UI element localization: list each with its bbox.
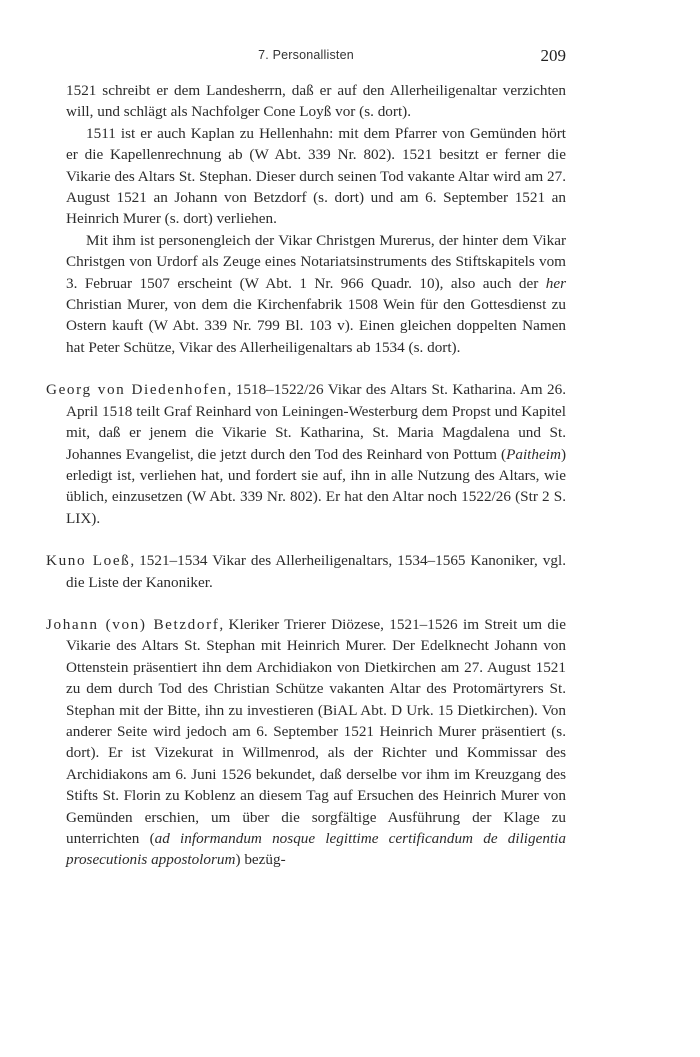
section-title: 7. Personallisten	[258, 48, 354, 62]
body-text	[46, 80, 566, 871]
running-head	[46, 46, 566, 68]
paragraph-murerus	[46, 230, 566, 358]
italic-term: her	[545, 274, 566, 292]
italic-term: Paitheim	[506, 445, 561, 463]
entry-text: , Kleriker Trierer Diözese, 1521–1526 im Streit um die Vikarie des Altars St. Stephan mit Heinrich Murer. Der Edelknecht Johann von Ottenstein präsentiert ihn dem Archidiakon von Dietkirchen am 27. August 1521 zu dem durch Tod des Christian Schütze vakanten Altar des Protomärtyrers St. Stephan mit der Bitte, ihn zu investieren (BiAL Abt. D Urk. 15 Dietkirchen). Von anderer Seite wird jedoch am 6. September 1521 Heinrich Murer präsentiert (s. dort). Er ist Vizekurat in Willmenrod, als der Richter und Kommissar des Archidiakons am 6. Juni 1526 bekundet, daß derselbe vor ihm im Kreuzgang des Stifts St. Florin zu Koblenz an diesem Tag auf Ersuchen des Heinrich Murer von Gemünden erschien, um über die sorgfältige Ausführung der Klage zu unterrichten (	[66, 615, 566, 847]
entry-text: , 1518–1522/26 Vikar des Altars St. Katharina. Am 26. April 1518 teilt Graf Reinhard von Leiningen-Westerburg dem Propst und Kapitel mit, daß er jenem die Vikarie St. Katharina, St. Maria Magdalena und St. Johannes Evangelist, die jetzt durch den Tod des Reinhard von Pottum (	[66, 381, 566, 463]
paragraph-continuation	[46, 80, 566, 123]
entry-text: ) bezüg-	[235, 851, 286, 869]
latin-quotation: ad informandum nosque legittime certificandum de diligentia prosecutionis appostolorum	[66, 830, 566, 869]
paragraph-text: 1511 ist er auch Kaplan zu Hellenhahn: mit dem Pfarrer von Gemünden hört er die Kapellenrechnung ab (W Abt. 339 Nr. 802). 1521 besitzt er ferner die Vikarie des Altars St. Stephan. Dieser durch seinen Tod vakante Altar wird am 27. August 1521 an Johann von Betzdorf (s. dort) und am 6. September 1521 an Heinrich Murer (s. dort) verliehen.	[66, 124, 566, 228]
paragraph-hellenhahn	[46, 123, 566, 230]
entry-name: Johann (von) Betzdorf	[46, 615, 220, 633]
entry-name: Georg von Diedenhofen	[46, 381, 228, 399]
entry-georg-von-diedenhofen	[46, 379, 566, 529]
entry-kuno-loess	[46, 550, 566, 593]
entry-text: , 1521–1534 Vikar des Allerheiligenaltars, 1534–1565 Kanoniker, vgl. die Liste der Kanoniker.	[66, 552, 567, 591]
entry-johann-von-betzdorf	[46, 614, 566, 871]
entry-text: ) erledigt ist, verliehen hat, und fordert sie auf, ihn in alle Nutzung des Altars, wie üblich, einzusetzen (W Abt. 339 Nr. 802). Er hat den Altar noch 1522/26 (Str 2 S. LIX).	[66, 445, 566, 527]
page-number: 209	[540, 46, 566, 65]
paragraph-text: 1521 schreibt er dem Landesherrn, daß er auf den Allerheiligenaltar verzichten will, und schlägt als Nachfolger Cone Loyß vor (s. dort).	[66, 82, 566, 121]
paragraph-text: Christian Murer, von dem die Kirchenfabrik 1508 Wein für den Gottesdienst zu Ostern kauft (W Abt. 339 Nr. 799 Bl. 103 v). Einen gleichen doppelten Namen hat Peter Schütze, Vikar des Allerheiligenaltars ab 1534 (s. dort).	[66, 296, 566, 356]
entry-name: Kuno Loeß	[46, 552, 131, 570]
paragraph-text: Mit ihm ist personengleich der Vikar Christgen Murerus, der hinter dem Vikar Christgen von Urdorf als Zeuge eines Notariatsinstruments des Stiftskapitels vom 3. Februar 1507 erscheint (W Abt. 1 Nr. 966 Quadr. 10), also auch der	[66, 231, 566, 292]
